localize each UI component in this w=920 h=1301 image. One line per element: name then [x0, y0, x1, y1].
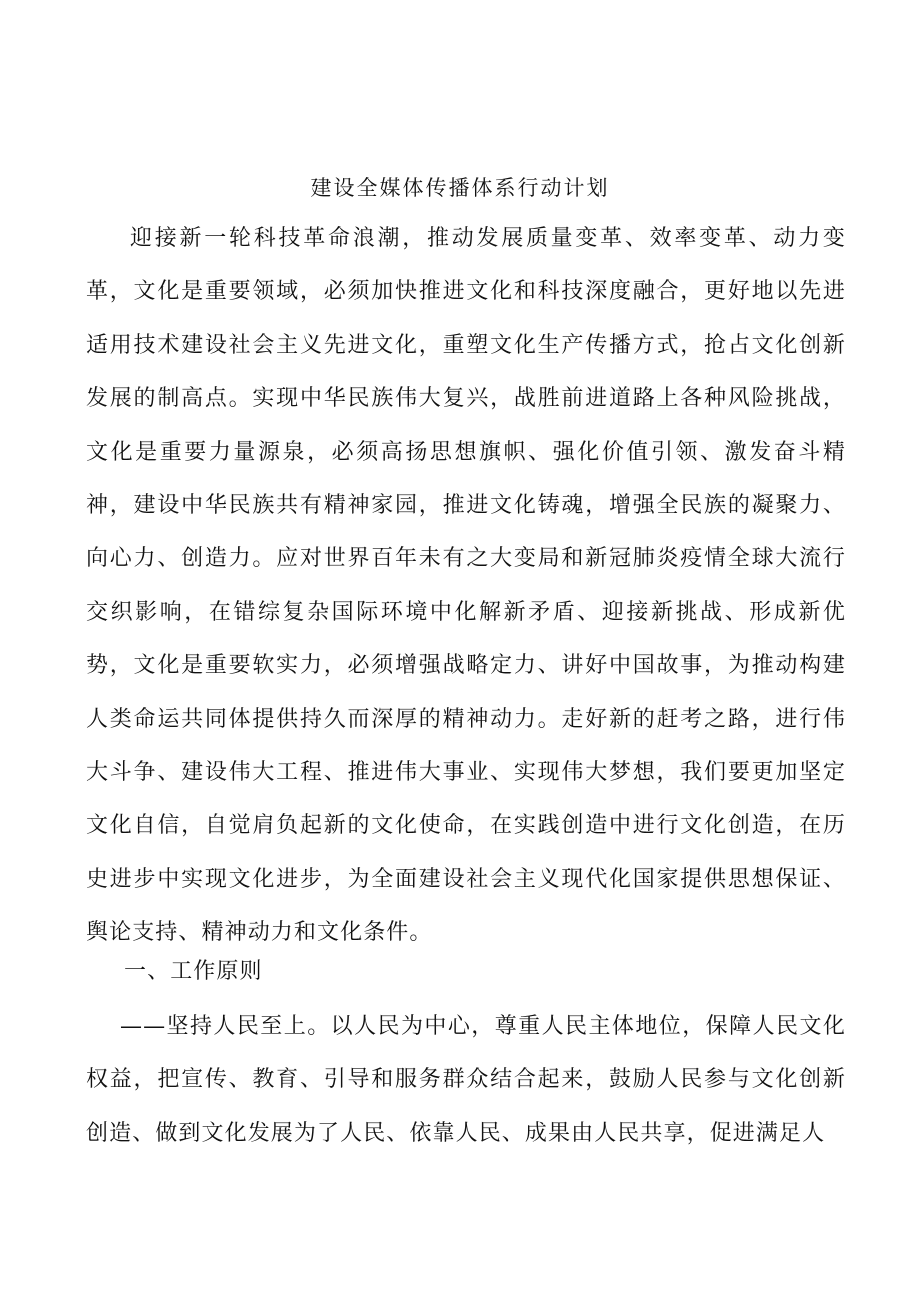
section-heading: 一、工作原则: [124, 959, 263, 984]
intro-paragraph: 迎接新一轮科技革命浪潮，推动发展质量变革、效率变革、动力变革，文化是重要领域，必须加快推进文化和科技深度融合，更好地以先进适用技术建设社会主义先进文化，重塑文化生产传播方式，抢占文化创新发展的制高点。实现中华民族伟大复兴，战胜前进道路上各种风险挑战，文化是重要力量源泉，必须高扬思想旗帜、强化价值引领、激发奋斗精神，建设中华民族共有精神家园，推进文化铸魂，增强全民族的凝聚力、向心力、创造力。应对世界百年未有之大变局和新冠肺炎疫情全球大流行交织影响，在错综复杂国际环境中化解新矛盾、迎接新挑战、形成新优势，文化是重要软实力，必须增强战略定力、讲好中国故事，为推动构建人类命运共同体提供持久而深厚的精神动力。走好新的赶考之路，进行伟大斗争、建设伟大工程、推进伟大事业、实现伟大梦想，我们要更加坚定文化自信，自觉肩负起新的文化使命，在实践创造中进行文化创造，在历史进步中实现文化进步，为全面建设社会主义现代化国家提供思想保证、舆论支持、精神动力和文化条件。: [86, 226, 846, 946]
document-title: 建设全媒体传播体系行动计划: [310, 176, 610, 200]
principle-paragraph: ——坚持人民至上。以人民为中心，尊重人民主体地位，保障人民文化权益，把宣传、教育、引导和服务群众结合起来，鼓励人民参与文化创新创造、做到文化发展为了人民、依靠人民、成果由人民共享，促进满足人: [86, 1014, 846, 1146]
